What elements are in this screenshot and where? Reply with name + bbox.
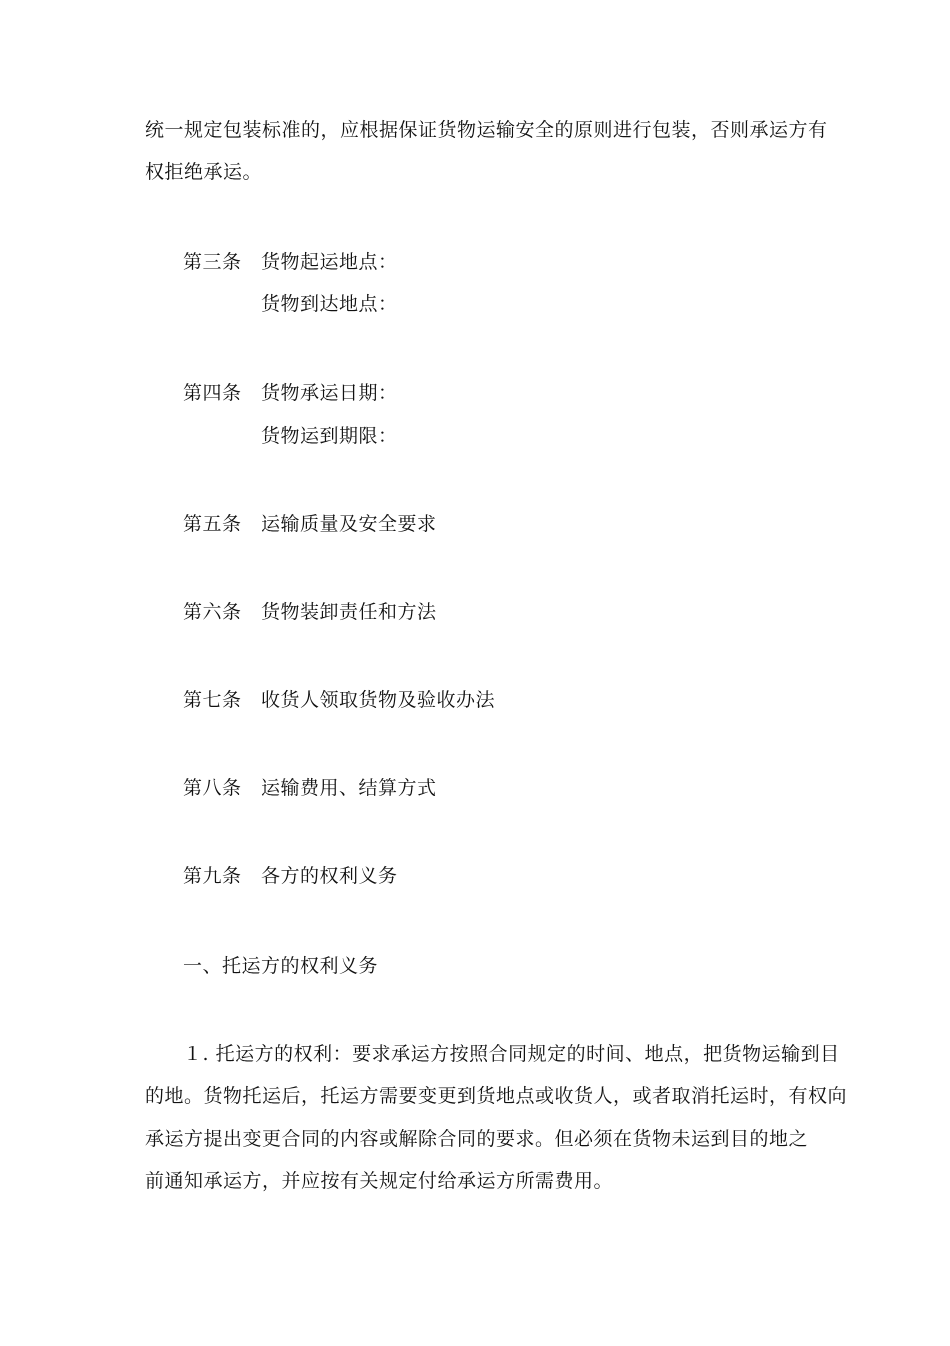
article-5-number: 第五条 <box>183 513 242 535</box>
paragraph-1-line-3: 承运方提出变更合同的内容或解除合同的要求。但必须在货物未运到目的地之 <box>145 1128 809 1150</box>
paragraph-1-line-4: 前通知承运方，并应按有关规定付给承运方所需费用。 <box>145 1170 614 1192</box>
paragraph-1-line-2: 的地。货物托运后，托运方需要变更到货地点或收货人，或者取消托运时，有权向 <box>145 1085 848 1107</box>
intro-line-1: 统一规定包装标准的，应根据保证货物运输安全的原则进行包装，否则承运方有 <box>145 119 828 141</box>
section-heading: 一、托运方的权利义务 <box>183 955 379 977</box>
article-7-number: 第七条 <box>183 689 242 711</box>
article-3-origin-label: 货物起运地点： <box>261 251 398 273</box>
article-3-number: 第三条 <box>183 251 242 273</box>
article-9-number: 第九条 <box>183 865 242 887</box>
article-8-text: 运输费用、结算方式 <box>261 777 437 799</box>
article-5-text: 运输质量及安全要求 <box>261 513 437 535</box>
article-4-deadline-label: 货物运到期限： <box>261 425 398 447</box>
article-4-number: 第四条 <box>183 382 242 404</box>
article-8-number: 第八条 <box>183 777 242 799</box>
article-3-destination-label: 货物到达地点： <box>261 293 398 315</box>
intro-line-2: 权拒绝承运。 <box>145 161 263 183</box>
article-7-text: 收货人领取货物及验收办法 <box>261 689 496 711</box>
article-6-text: 货物装卸责任和方法 <box>261 601 437 623</box>
article-6-number: 第六条 <box>183 601 242 623</box>
article-9-text: 各方的权利义务 <box>261 865 398 887</box>
paragraph-1-line-1: １. 托运方的权利：要求承运方按照合同规定的时间、地点，把货物运输到目 <box>183 1043 840 1065</box>
article-4-date-label: 货物承运日期： <box>261 382 398 404</box>
